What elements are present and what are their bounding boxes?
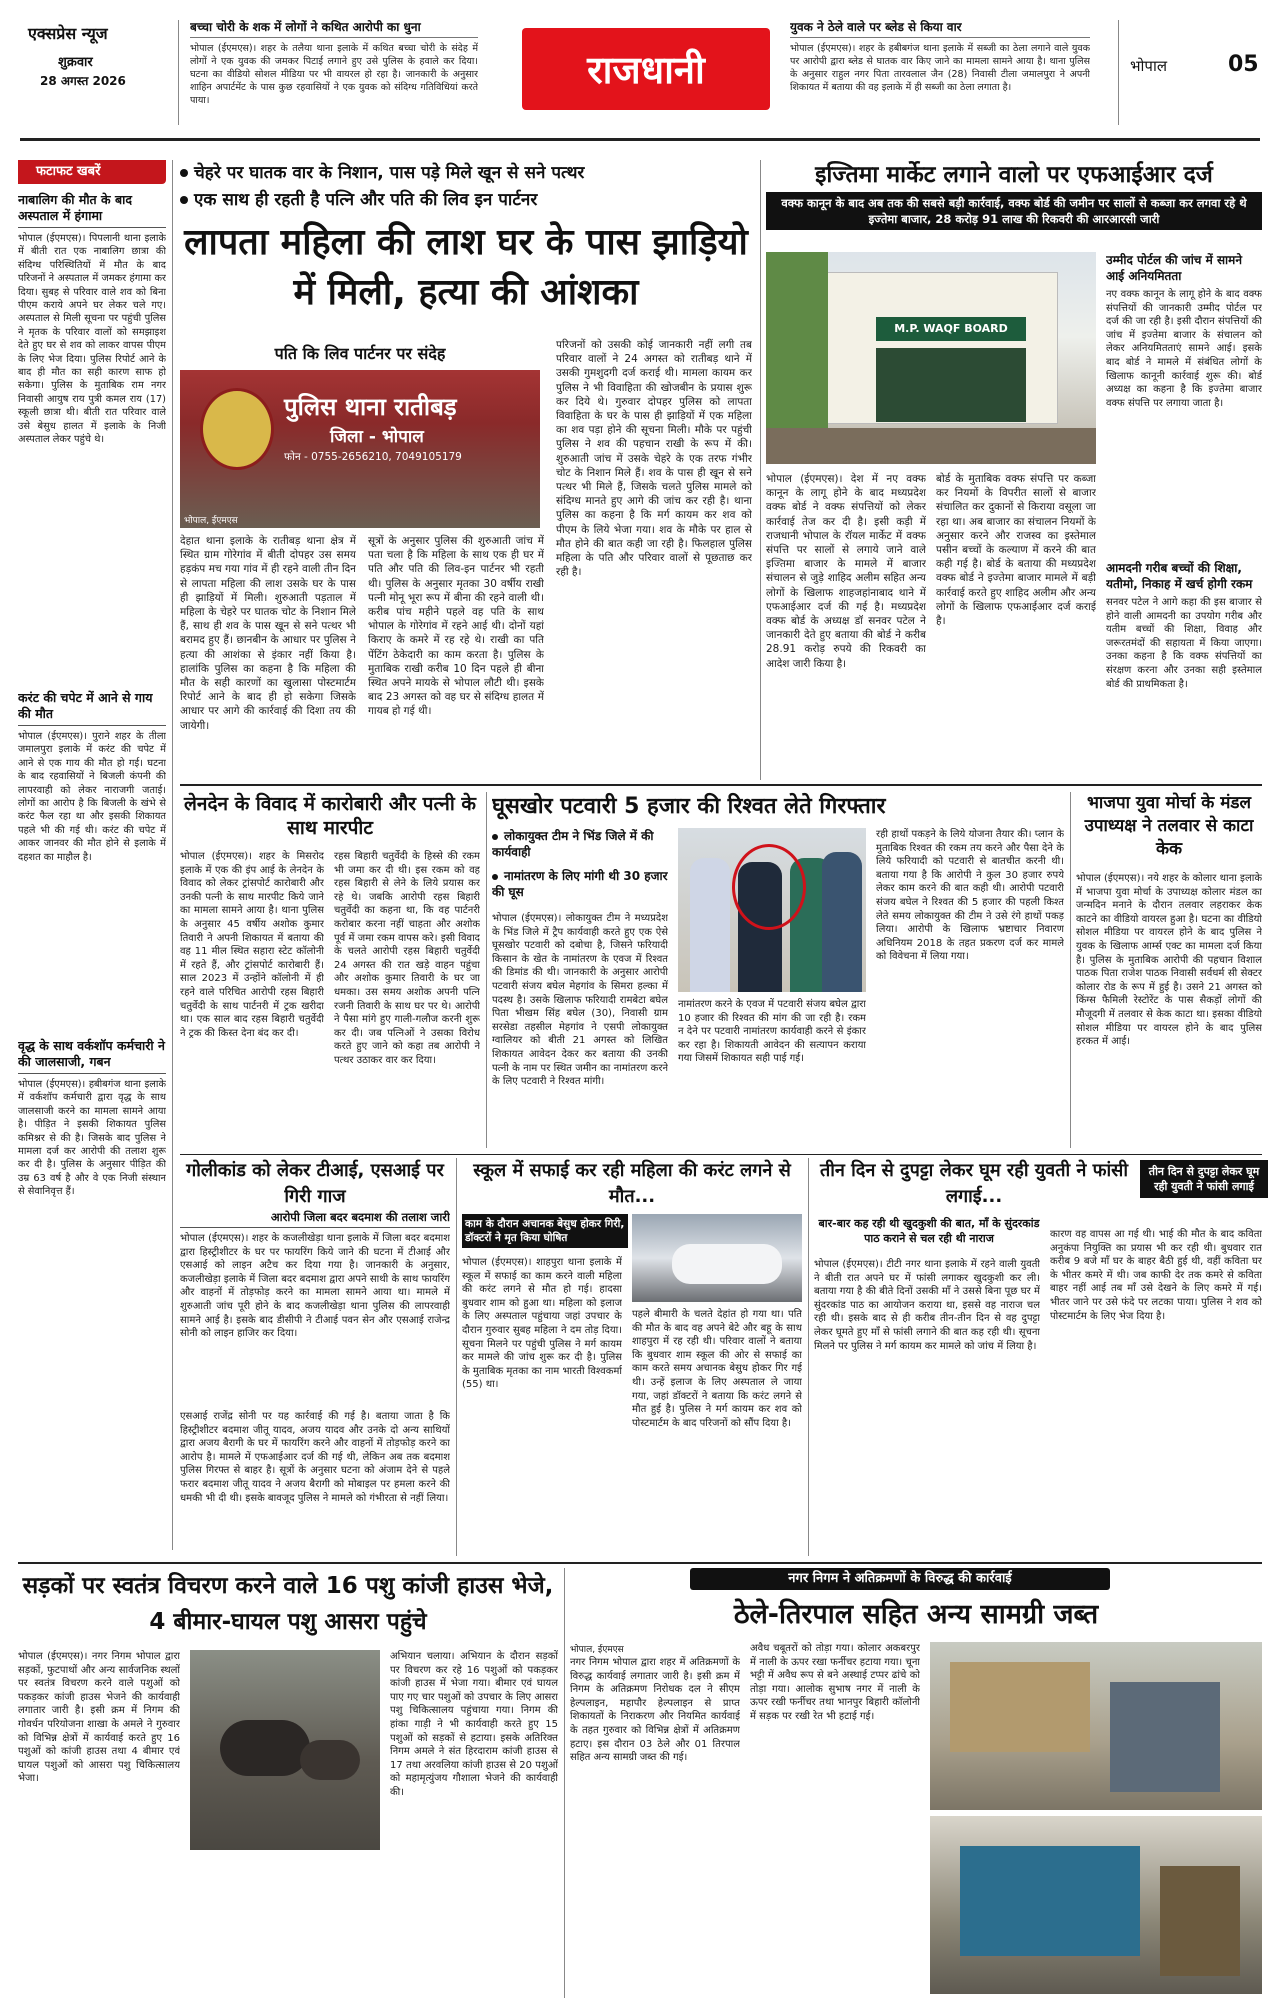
dupatta-subhead: बार-बार कह रही थी खुदकुशी की बात, माँ के सुंदरकांड पाठ कराने से चल रही थी नाराज [818,1217,1040,1245]
fatafat-item-body: भोपाल (ईएमएस)। पिपलानी थाना इलाके में बीती रात एक नाबालिग छात्रा की संदिग्ध परिस्थितियों में मौत के बाद परिजनों ने अस्पताल में जमकर हंगामा कर दिया। सुबह से परिवार वाले शव को बिना पीएम कराये अपने घर लेकर चले गए। अस्पताल से मिली सूचना पर पहुंची पुलिस ने मृतक के परिवार वालों को समझाइश देते हुए घर से शव को लाकर वापस पीएम के लिए भेज दिया। पुलिस रिपोर्ट आने के बाद ही मौत का सही कारण साफ हो सकेगा। पुलिस के मुताबिक राम नगर निवासी आयुष राय पुत्री कमल राय (17) स्कूली छात्रा थी। बीती रात परिवार वाले उसे बेसुध हालत में इलाके के निजी अस्पताल लेकर पहुंचे थे। [18,233,166,446]
police-logo [200,388,274,470]
section-name: राजधानी [587,48,705,92]
patwari-headline: घूसखोर पटवारी 5 हजार की रिश्वत लेते गिरफ्तार [492,794,886,819]
lash-photo-caption: भोपाल, ईएमएस [184,516,238,526]
fatafat-item-headline: वृद्ध के साथ वर्कशॉप कर्मचारी ने की जालसाजी, गबन [18,1038,166,1074]
top-brief-2 [790,18,1090,128]
fatafat-item-body: भोपाल (ईएमएस)। पुराने शहर के तीला जमालपुरा इलाके में करंट की चपेट में आने से एक गाय की मौत हो गई। घटना के बाद रहवासियों ने बिजली कंपनी की लापरवाही को लेकर नाराजगी जताई। लोगों का आरोप है कि बिजली के खंभे से करंट फैल रहा था और इसकी शिकायत पहले भी की गई थी। करंट की चपेट में आकर जानवर की मौत होने से इलाके में दहशत का माहौल है। [18,731,166,863]
top-brief-2-body: भोपाल (ईएमएस)। शहर के हबीबगंज थाना इलाके में सब्जी का ठेला लगाने वाले युवक पर आरोपी द्वारा ब्लेड से घातक वार किए जाने का मामला सामने आया है। थाना पुलिस के अनुसार राहुल नगर पिता तारवलाल जैन (28) निवासी टीला जमालपुरा ने अपनी शिकायत में बताया की वह इलाके में ही सब्जी का ठेला लगाता है। [790,43,1090,93]
section-banner [522,28,770,110]
market-photo [766,252,1096,464]
dupatta-headline: तीन दिन से दुपट्टा लेकर घूम रही युवती ने फांसी लगाई... [819,1160,1129,1207]
top-brief-1 [190,18,478,128]
fatafat-item-headline: नाबालिग की मौत के बाद अस्पताल में हंगामा [18,192,166,228]
school-headline: स्कूल में सफाई कर रही महिला की करंट लगने से मौत... [473,1160,791,1207]
patwari-body-col1: भोपाल (ईएमएस)। लोकायुक्त टीम ने मध्यप्रदेश के भिंड जिले में ट्रैप कार्यवाही करते हुए एक ऐसे घूसखोर पटवारी को दबोचा है, जिसने फरियादी किसान के खेत के नामांतरण के एवज में रिश्वत की डिमांड की थी। जानकारी के अनुसार आरोपी पटवारी संजय बघेल मेहगांव के सिमरा हल्का में पदस्थ है। उसके खिलाफ फरियादी रामबेटा बघेल पिता भीखम सिंह बघेल (30), निवासी ग्राम सरसेडा तहसील मेहगांव ने एसपी लोकायुक्त ग्वालियर को बीती 21 अगस्त को लिखित शिकायत आवेदन देकर कर बताया की उनकी पत्नी के नाम पर स्थित जमीन का नामांतरण करने के लिए पटवारी ने रिश्वत मांगी। [492,913,668,1088]
photo-sign-phone: फोन - 0755-2656210, 7049105179 [284,451,462,463]
market-body-col2: बोर्ड के मुताबिक वक्फ संपत्ति पर कब्जा कर नियमों के विपरीत सालों से बाजार संचालित कर दुकानों से किराया वसूला जा रहा था। अब बाजार का संचालन नियमों के अनुसार करने और राजस्व का इस्तेमाल पसीन बच्चों के कल्याण में करने की बात कही गई है। बोर्ड के बताया की मध्यप्रदेश वक्फ बोर्ड ने इज्तेमा बाजार मामले में बड़ी कार्रवाई करते हुए शाहिद अलीम और अन्य लोगों के खिलाफ एफआईआर दर्ज कराई है। [936,473,1096,628]
photo-sign-title: पुलिस थाना रातीबड़ [284,393,457,421]
story-lenden [180,792,480,1152]
story-goli [180,1158,450,1558]
fatafat-item-headline: करंट की चपेट में आने से गाय की मौत [18,690,166,726]
market-side-body-2: सनवर पटेल ने आगे कहा की इस बाजार से होने वाली आमदनी का उपयोग गरीब और यतीम बच्चों की शिक्षा, विवाह और जरूरतमंदों की सहायता में किया जाएगा। उनका कहना है कि वक्फ संपत्तियों का संरक्षण करना और उनका सही इस्तेमाल बोर्ड की प्राथमिकता है। [1106,597,1262,690]
lash-headline: लापता महिला की लाश घर के पास झाड़ियो में मिली, हत्या की आंशका [184,222,748,313]
story-cattle [18,1568,558,1998]
story-patwari [492,792,1064,1152]
dupatta-body-col2: कारण वह वापस आ गई थी। भाई की मौत के बाद कविता अनुकंपा नियुक्ति का प्रयास भी कर रही थी। बुधवार रात करीब 9 बजे माँ घर के बाहर बैठी हुई थी, वहीं कविता घर के भीतर कमरे में थी। जब काफी देर तक कमरे से कविता बाहर नहीं आई तब माँ उसे देखने के लिए कमरे में गई। भीतर जाने पर उसे फंदे पर लटका पाया। पुलिस ने शव को पोस्टमार्टम के लिए भेज दिया है। [1050,1229,1262,1322]
lenden-body-col1: भोपाल (ईएमएस)। शहर के मिसरोद इलाके में एक की इंप आई के लेनदेन के विवाद को लेकर ट्रांसपोर्ट कारोबारी और उनकी पत्नी के साथ मारपीट किये जाने का मामला सामने आया है। थाना पुलिस के अनुसार 45 वर्षीय अशोक कुमार तिवारी ने अपनी शिकायत में बताया की वह 11 मील स्थित सहारा स्टेट कॉलोनी में रहते हैं, और ट्रांसपोर्ट कारोबारी हैं। साल 2023 में उन्होंने कॉलोनी में ही रहने वाले परिचित आरोपी रहस बिहारी चतुर्वेदी के साथ पार्टनरी में ट्रक खरीदा था। एक साल बाद रहस बिहारी चतुर्वेदी ने ट्रक की किस्त देना बंद कर दी। [180,851,324,1039]
patwari-bullet-1: लोकायुक्त टीम ने भिंड जिले में की कार्यवाही [492,829,654,859]
lenden-body-col2: रहस बिहारी चतुर्वेदी के हिस्से की रकम भी जमा कर दी थी। इस रकम को वह रहस बिहारी से लेने के लिये प्रयास कर रहे थे। जबकि आरोपी रहस बिहारी चतुर्वेदी का कहना था, कि वह पार्टनरी करोबार करना नहीं चाहता और अशोक पूर्व में जमा रकम वापस करे। इसी विवाद के चलते आरोपी रहस बिहारी चतुर्वेदी 24 अगस्त की रात खड़े वाहन पहुंचा और अशोक कुमार तिवारी के घर जा धमका। उस समय अशोक अपनी पत्नि रजनी तिवारी के साथ घर पर थे। आरोपी ने पैसा मांगे हुए गाली-गलौज करनी शुरू कर दी। जब पत्निओं ने उसका विरोध करते हुए जाने को कहा तब आरोपी ने पत्थर उठाकर वार कर दिया। [334,851,480,1066]
cattle-photo [190,1650,380,1850]
dupatta-body-col1: भोपाल (ईएमएस)। टीटी नगर थाना इलाके में रहने वाली युवती ने बीती रात अपने घर में फांसी लगाकर खुदकुशी कर ली। बताया गया है की बीते दिनों उसकी माँ ने उससे बिना पूछ घर में सुंदरकांड पाठ का आयोजन कराया था, इससे वह नाराज चल रही थी। इसके बाद से ही करीब तीन-तीन दिन से वह दुपट्टा लेकर घूमते हुए माँ से फांसी लगाने की बात कह रही थी। सूचना मिलने पर पुलिस ने मर्ग कायम कर मामले को जांच में लिया है। [814,1259,1040,1352]
goli-body-1: भोपाल (ईएमएस)। शहर के कजलीखेड़ा थाना इलाके में जिला बदर बदमाश द्वारा हिस्ट्रीशीटर के घर पर फायरिंग किये जाने की घटना में टीआई और एसआई को लाइन अटैच कर दिया गया है। जानकारी के अनुसार, कजलीखेड़ा इलाके में जिला बदर बदमाश द्वारा अपने साथी के साथ फायरिंग और वाहनों में तोड़फोड़ करने का मामला सामने आया था। मामले में शुरुआती जांच पूरी होने के बाद कजलीखेड़ा थाना पुलिस की लापरवाही सामने आई है। इसके बाद डीसीपी ने टीआई पवन सेन और एसआई राजेन्द्र सोनी को लाइन हाजिर कर दिया। [180,1233,450,1340]
paper-name: एक्सप्रेस न्यूज [28,24,108,43]
paper-date: 28 अगस्त 2026 [40,74,126,88]
school-subhead: काम के दौरान अचानक बेसुध होकर गिरी, डॉक्टरों ने मृत किया घोषित [462,1214,628,1248]
masthead [0,0,1279,160]
goli-body-2: एसआई राजेंद्र सोनी पर यह कार्रवाई की गई है। बताया जाता है कि हिस्ट्रीशीटर बदमाश जीतू यादव, अजय यादव और उनके दो अन्य साथियों द्वारा अजय बैरागी के घर में फायरिंग करने और वाहनों में तोड़फोड़ करने का आरोप है। मामले में एफआईआर दर्ज की गई थी, लेकिन अब तक बदमाश पुलिस गिरफ्त से बाहर है। सूत्रों के अनुसार घटना को अंजाम देने से पहले फरार बदमाश जीतू यादव ने अजय बैरागी को मोबाइल पर हमला करने की धमकी भी दी थी। इसके बावजूद पुलिस ने मामले को गंभीरता से नहीं लिया। [180,1411,450,1504]
encroach-photo-2 [930,1816,1262,1994]
patwari-photo [678,828,866,992]
story-bjp [1076,792,1262,1152]
bjp-body: भोपाल (ईएमएस)। नये शहर के कोलार थाना इलाके में भाजपा युवा मोर्चा के उपाध्यक्ष कोलार मंडल का जन्मदिन मनाने के दौरान तलवार लहराकर केक काटने का वीडियो वायरल हुआ है। घटना का वीडियो सोशल मीडिया पर वायरल होने के बाद पुलिस ने युवक के खिलाफ आर्म्स एक्ट का मामला दर्ज किया है। पुलिस के मुताबिक आरोपी की पहचान विशाल पाठक पिता राजेश पाठक निवासी सर्वधर्म सी सेक्टर कोलार रोड के रूप में हुई है। उसने 21 अगस्त को किंग्स फैमिली रेस्टोरेंट के पास सैकड़ों लोगों की मौजूदगी में तलवार से केक काटा था। इसका वीडियो सोशल मीडिया पर वायरल होने के बाद पुलिस हरकत में आई। [1076,873,1262,1048]
patwari-bullet-2: नामांतरण के लिए मांगी थी 30 हजार की घूस [492,869,668,899]
story-school [462,1158,802,1558]
story-dupatta [814,1158,1262,1558]
encroach-photo-1 [930,1642,1262,1810]
story-lash [180,160,752,782]
fatafat-item [18,1038,166,1548]
encroach-body-col2: अवैध चबूतरों को तोड़ा गया। कोलार अकबरपुर में नाली के ऊपर रखा फर्नीचर हटाया गया। चूना भट्टी में अवैध रूप से बने अस्थाई टप्पर ढांचे को तोड़ा गया। आलोक सुभाष नगर में नाली के ऊपर रखी फर्नीचर तथा भानपुर बिहारी कॉलोनी में सड़क पर रखी रेत भी हटाई गई। [750,1643,920,1722]
patwari-body-col3: रही हाथों पकड़ने के लिये योजना तैयार की। प्लान के मुताबिक रिश्वत की रकम तय करने और पैसा देने के लिये फरियादी को पटवारी से बातचीत करनी थी। बताया गया है कि आरोपी ने कुल 30 हजार रुपये लेकर काम करने की बात कही थी। आरोपी पटवारी संजय बघेल ने रिश्वत की 5 हजार की पहली किश्त लेते समय लोकायुक्त की टीम ने उसे रंगे हाथों पकड़ लिया। आरोपी के खिलाफ भ्रष्टाचार निवारण अधिनियम 2018 के तहत प्रकरण दर्ज कर मामले को विवेचना में लिया गया। [876,829,1064,963]
cattle-body-col2: अभियान चलाया। अभियान के दौरान सड़कों पर विचरण कर रहे 16 पशुओं को पकड़कर कांजी हाउस में भेजा गया। बीमार एवं घायल पाए गए चार पशुओं को उपचार के लिए आसरा पशु चिकित्सालय पहुंचाया गया। निगम की हांका गाड़ी ने भी कार्यवाही करते हुए 15 पशुओं को सड़कों से हटाया। इसके अतिरिक्त निगम अमले ने संत हिरदाराम कांजी हाउस से 17 तथा अरवलिया कांजी हाउस से 20 पशुओं को महामृत्युंजय गौशाला भेजने की कार्यवाही की। [390,1651,558,1798]
bjp-headline: भाजपा युवा मोर्चा के मंडल उपाध्यक्ष ने तलवार से काटा केक [1084,793,1254,859]
lash-body-col3: परिजनों को उसकी कोई जानकारी नहीं लगी तब परिवार वालों ने 24 अगस्त को रातीबड़ थाने में उसकी गुमशुदगी दर्ज कराई थी। मामला कायम कर पुलिस ने भी विवाहिता की खोजबीन के प्रयास शुरू कर दिये थे। गुरुवार दोपहर पुलिस को लापता विवाहिता के घर के पास ही झाड़ियों में एक महिला का शव पड़ा होने की सूचना मिली। मौके पर पहुंची पुलिस ने शव की पहचान राखी के रूप में की। शुरुआती जांच में उसके चेहरे के एक तरफ गंभीर चोट के निशान मिले हैं। शव के पास ही खून से सने पत्थर भी मिले हैं, जिसके चलते पुलिस मामले को संदिग्ध मानते हुए आगे की जांच कर रही है। थाना पुलिस का कहना है कि मर्ग कायम कर शव को पीएम के लिये भेजा गया। शव के मौके पर हाल से मौत होने की बात कही जा रही है। फिलहाल पुलिस महिला के पति और परिवार वालों से पूछताछ कर रही है। [556,339,752,579]
encroach-kicker: नगर निगम ने अतिक्रमणों के विरुद्ध की कार्रवाई [690,1568,1110,1590]
lash-subhead: पति कि लिव पार्टनर पर संदेह [180,338,540,370]
lenden-headline: लेनदेन के विवाद में कारोबारी और पत्नी के साथ मारपीट [184,793,476,839]
goli-subhead: आरोपी जिला बदर बदमाश की तलाश जारी [180,1210,450,1228]
school-body-col2: पहले बीमारी के चलते देहांत हो गया था। पति की मौत के बाद वह अपने बेटे और बहू के साथ शाहपुरा में रह रही थी। परिवार वालों ने बताया कि बुधवार शाम स्कूल की ओर से सफाई का काम करते समय अचानक बेसुध होकर गिर गई थी। उन्हें इलाज के लिए अस्पताल ले जाया गया, जहां डॉक्टरों ने बताया कि करंट लगने से मौत हुई है। पुलिस ने मर्ग कायम कर शव को पोस्टमार्टम के बाद परिजनों को सौंप दिया है। [632,1309,802,1429]
paper-day: शुक्रवार [58,55,93,70]
lash-photo [180,338,540,528]
cattle-body-col1: भोपाल (ईएमएस)। नगर निगम भोपाल द्वारा सड़कों, फुटपाथों और अन्य सार्वजनिक स्थलों पर स्वतंत्र विचरण करने वाले पशुओं को पकड़कर कांजी हाउस भेजने की कार्यवाही लगातार जारी है। इसी क्रम में निगम की गोवर्धन परियोजना शाखा के अमले ने गुरुवार को विभिन्न क्षेत्रों में कार्यवाई करते हुए 16 पशुओं को कांजी हाउस तथा 4 बीमार एवं घायल पशुओं को आसरा पशु चिकित्सालय भेजा। [18,1651,180,1785]
lash-body-col1: देहात थाना इलाके के रातीबड़ थाना क्षेत्र में स्थित ग्राम गोरेगांव में बीती दोपहर उस समय हड़कंप मच गया गांव में ही रहने वाली तीन दिन से लापता महिला की लाश उसके घर के पास ही झाड़ियों में मिली। शुरुआती पड़ताल में महिला के चेहरे पर घातक चोट के निशान मिले हैं, साथ ही शव के पास खून से सने पत्थर भी बरामद हुए हैं। छानबीन के आधार पर पुलिस ने हत्या की आशंका से इंकार नहीं किया है। हालांकि पुलिस का कहना है कि महिला की मौत के सही कारणों का खुलासा पोस्टमार्टम रिपोर्ट आने के बाद ही हो सकेगा जिसके आधार पर आगे की कार्रवाई की दिशा तय की जायेगी। [180,535,356,732]
market-side-head: उम्मीद पोर्टल की जांच में सामने आई अनियमितता [1106,253,1243,283]
page-number: 05 [1228,52,1259,77]
cattle-headline: सड़कों पर स्वतंत्र विचरण करने वाले 16 पशु कांजी हाउस भेजे, 4 बीमार-घायल पशु आसरा पहुंचे [22,1573,554,1635]
market-side-box [1106,252,1262,782]
fatafat-column [18,160,166,1560]
fatafat-label: फटाफट खबरें [18,160,166,184]
top-brief-1-headline: बच्चा चोरी के शक में लोगों ने कथित आरोपी का धुना [190,18,478,38]
waqf-board-sign: M.P. WAQF BOARD [894,322,1008,335]
market-body-col1: भोपाल (ईएमएस)। देश में नए वक्फ कानून के लागू होने के बाद मध्यप्रदेश वक्फ बोर्ड ने वक्फ संपत्तियों को लेकर कार्रवाई तेज कर दी है। इसी कड़ी में राजधानी भोपाल के रॉयल मार्केट में वक्फ संपत्ति पर सालों से लगाये जाने वाले इज्तिमा बाजार के मामले में बाजार संचालन से जुड़े शाहिद अलीम सहित अन्य लोगों के खिलाफ शाहजहांनाबाद थाने में एफआईआर दर्ज की गई है। मध्यप्रदेश वक्फ बोर्ड के अध्यक्ष डॉ सनवर पटेल ने जानकारी देते हुए बताया की बोर्ड ने करीब 28.91 करोड़ रुपये की रिकवरी का आदेश जारी किया है। [766,473,926,670]
photo-sign-district: जिला - भोपाल [330,427,424,447]
encroach-body-col1: नगर निगम भोपाल द्वारा शहर में अतिक्रमणों के विरुद्ध कार्यवाई लगातार जारी है। इसी क्रम में निगम के अतिक्रमण निरोधक दल ने सीएम हेल्पलाइन, महापौर हेल्पलाइन से प्राप्त शिकायतों के निराकरण और नियमित कार्यवाई के तहत गुरुवार को विभिन्न क्षेत्रों में अतिक्रमण हटाए। इस दौरान 03 ठेले और 01 तिरपाल सहित अन्य सामग्री जब्त की गई। [570,1657,740,1764]
lash-kicker-1: चेहरे पर घातक वार के निशान, पास पड़े मिले खून से सने पत्थर [180,160,752,183]
story-market [766,160,1262,782]
school-body-col1: भोपाल (ईएमएस)। शाहपुरा थाना इलाके में स्कूल में सफाई का काम करने वाली महिला की करंट लगने से मौत हो गई। हादसा बुधवार शाम को हुआ था। महिला को इलाज के लिए अस्पताल पहुंचाया जहां उपचार के दौरान गुरुवार सुबह महिला ने दम तोड़ दिया। सूचना मिलने पर पहुंची पुलिस ने मर्ग कायम कर मामले की जांच शुरू कर दी है। पुलिस के मुताबिक मृतका का नाम भारती विश्वकर्मा (55) था। [462,1257,622,1391]
market-side-body: नए वक्फ कानून के लागू होने के बाद वक्फ संपत्तियों की जानकारी उम्मीद पोर्टल पर दर्ज की जा रही है। इसी दौरान संपत्तियों की जांच में इज्तेमा बाजार के संचालन को लेकर अनियमितताएं सामने आई। इसके बाद बोर्ड ने मामले में संबंधित लोगों के खिलाफ कानूनी कार्रवाई शुरू की। बोर्ड अध्यक्ष का कहना है कि इज्तेमा बाजार वक्फ संपत्ति पर लगाया जाता है। [1106,289,1262,409]
top-brief-1-body: भोपाल (ईएमएस)। शहर के तलैया थाना इलाके में कथित बच्चा चोरी के संदेह में लोगों ने एक युवक की जमकर पिटाई लगाने हुए उसे पुलिस के हवाले कर दिया। घटना का वीडियो सोशल मीडिया पर भी वायरल हो रहा है। जानकारी के अनुसार शाहिन अपार्टमेंट के पास कुछ रहवासियों ने एक युवक को संदिग्ध गतिविधियां करते पाया। [190,43,478,106]
fatafat-item [18,690,166,1032]
city-name: भोपाल [1130,57,1168,75]
fatafat-item-body: भोपाल (ईएमएस)। हबीबगंज थाना इलाके में वर्कशॉप कर्मचारी द्वारा वृद्ध के साथ जालसाजी करने का मामला सामने आया है। पीड़ित ने इसकी शिकायत पुलिस कमिश्नर से की है। जिसके बाद पुलिस ने मामला दर्ज कर आरोपी की तलाश शुरू कर दी है। पुलिस के अनुसार पीड़ित की उम्र 63 वर्ष है और वे एक निजी संस्थान से सेवानिवृत्त हैं। [18,1079,166,1198]
lash-kicker-2: एक साथ ही रहती है पत्नि और पति की लिव इन पार्टनर [180,187,752,210]
goli-headline: गोलीकांड को लेकर टीआई, एसआई पर गिरी गाज [186,1160,444,1207]
market-headline: इज्तिमा मार्केट लगाने वालो पर एफआईआर दर्ज [815,162,1213,188]
story-encroach [570,1568,1262,1998]
top-brief-2-headline: युवक ने ठेले वाले पर ब्लेड से किया वार [790,18,1090,38]
market-side-head-2: आमदनी गरीब बच्चों की शिक्षा, यतीमो, निकाह में खर्च होगी रकम [1106,561,1253,591]
dupatta-box-label: तीन दिन से दुपट्टा लेकर घूम रही युवती ने फांसी लगाई [1140,1160,1268,1198]
lash-body-col2: सूत्रों के अनुसार पुलिस की शुरुआती जांच में पता चला है कि महिला के साथ एक ही घर में पति और पति की लिव-इन पार्टनर भी रहती थी। पुलिस के अनुसार मृतका 30 वर्षीय राखी पत्नी मोनू भूरा रूप में बीना की रहने वाली थी। करीब पांच महीने पहले वह पति के साथ भोपाल के गोरेगांव में रहने आई थी। दोनों यहां किराए के कमरे में रह रहे थे। राखी का पति पेंटिंग ठेकेदारी का काम करता है। पुलिस के मुताबिक राखी करीब 10 दिन पहले ही बीना स्थित अपने मायके से भोपाल लौटी थी। इसके बाद 23 अगस्त को वह घर से संदिग्ध हालत में गायब हो गई थी। [368,535,544,718]
school-photo [632,1214,802,1302]
encroach-photo-caption: भोपाल, ईएमएस [570,1645,624,1655]
market-subhead: वक्फ कानून के बाद अब तक की सबसे बड़ी कार्रवाई, वक्फ बोर्ड की जमीन पर सालों से कब्जा कर लगवा रहे थे इज्तेमा बाजार, 28 करोड़ 91 लाख की रिकवरी की आरआरसी जारी [766,192,1262,230]
fatafat-item [18,192,166,684]
encroach-headline: ठेले-तिरपाल सहित अन्य सामग्री जब्त [733,1599,1099,1630]
patwari-body-col2: नामांतरण करने के एवज में पटवारी संजय बघेल द्वारा 10 हजार की रिश्वत की मांग की जा रही है। रकम न देने पर पटवारी नामांतरण कार्यवाही करने से इंकार कर रहा है। शिकायती आवेदन की सत्यापन कराया गया जिसमें शिकायत सही पाई गई। [678,999,866,1065]
